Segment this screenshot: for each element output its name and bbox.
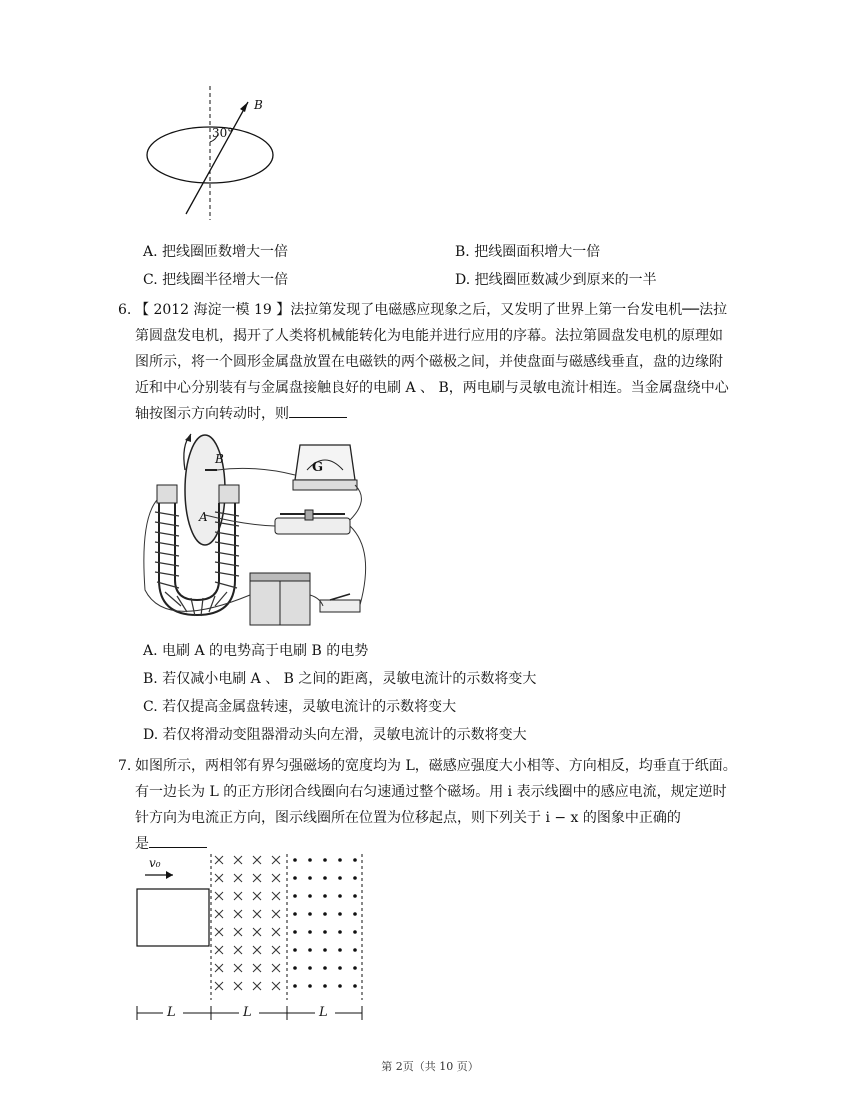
field-dot-marker bbox=[293, 912, 297, 916]
field-dot-marker bbox=[353, 876, 357, 880]
field-dot-marker bbox=[308, 876, 312, 880]
field-cross-marker bbox=[272, 910, 280, 918]
q6-line-1: 【 2012 海淀一模 19 】法拉第发现了电磁感应现象之后，又发明了世界上第一台发电机──法拉 bbox=[135, 302, 728, 318]
q7-answer-blank[interactable] bbox=[149, 833, 207, 848]
q7-v0-label: v₀ bbox=[149, 856, 161, 870]
q6-number: 6. bbox=[118, 302, 132, 318]
field-cross-marker bbox=[253, 856, 261, 864]
q6-line-4: 近和中心分别装有与金属盘接触良好的电刷 A 、 B，两电刷与灵敏电流计相连。当金属盘绕中心 bbox=[135, 380, 729, 396]
field-dot-marker bbox=[308, 912, 312, 916]
field-dot-marker bbox=[323, 912, 327, 916]
field-dot-marker bbox=[353, 984, 357, 988]
field-dot-marker bbox=[338, 948, 342, 952]
field-dot-marker bbox=[308, 858, 312, 862]
q6-brush-b-label: B bbox=[215, 452, 224, 466]
field-cross-marker bbox=[272, 946, 280, 954]
q5-option-a: A. 把线圈匝数增大一倍 bbox=[143, 244, 289, 260]
field-dot-marker bbox=[323, 876, 327, 880]
q5-option-c: C. 把线圈半径增大一倍 bbox=[143, 272, 289, 288]
field-cross-marker bbox=[234, 892, 242, 900]
field-dot-marker bbox=[338, 876, 342, 880]
q7-line-4-text: 是 bbox=[135, 836, 149, 852]
field-cross-marker bbox=[215, 946, 223, 954]
q6-brush-a-label: A bbox=[199, 510, 208, 524]
field-cross-marker bbox=[234, 964, 242, 972]
field-cross-marker bbox=[253, 964, 261, 972]
q7-figure bbox=[133, 852, 368, 1027]
q7-line-3: 针方向为电流正方向，图示线圈所在位置为位移起点，则下列关于 i − x 的图象中正确的 bbox=[135, 810, 681, 826]
field-cross-marker bbox=[253, 928, 261, 936]
field-dot-marker bbox=[353, 858, 357, 862]
field-cross-marker bbox=[215, 856, 223, 864]
field-cross-marker bbox=[234, 946, 242, 954]
q5-b-label: B bbox=[254, 98, 263, 112]
field-dot-marker bbox=[323, 984, 327, 988]
field-dot-marker bbox=[323, 930, 327, 934]
q6-line-2: 第圆盘发电机，揭开了人类将机械能转化为电能并进行应用的序幕。法拉第圆盘发电机的原理如 bbox=[135, 328, 723, 344]
page-footer: 第 2页（共 10 页） bbox=[381, 1060, 479, 1073]
field-cross-marker bbox=[272, 856, 280, 864]
field-dot-marker bbox=[293, 948, 297, 952]
field-cross-marker bbox=[234, 874, 242, 882]
q6-figure bbox=[135, 430, 380, 630]
field-cross-marker bbox=[234, 910, 242, 918]
q7-dim-label-1: L bbox=[167, 1005, 176, 1020]
q6-line-3: 图所示，将一个圆形金属盘放置在电磁铁的两个磁极之间，并使盘面与磁感线垂直，盘的边缘附 bbox=[135, 354, 723, 370]
q7-number: 7. bbox=[118, 758, 132, 774]
field-cross-marker bbox=[253, 892, 261, 900]
field-cross-marker bbox=[272, 982, 280, 990]
field-cross-marker bbox=[234, 856, 242, 864]
q5-figure bbox=[140, 82, 290, 222]
field-cross-marker bbox=[272, 874, 280, 882]
q6-answer-blank[interactable] bbox=[289, 403, 347, 418]
field-cross-marker bbox=[215, 910, 223, 918]
field-cross-marker bbox=[253, 982, 261, 990]
field-dot-marker bbox=[353, 912, 357, 916]
field-cross-marker bbox=[215, 874, 223, 882]
q7-dim-label-2: L bbox=[243, 1005, 252, 1020]
field-dot-marker bbox=[308, 966, 312, 970]
q6-line-5-text: 轴按图示方向转动时，则 bbox=[135, 406, 289, 422]
q7-dim-label-3: L bbox=[319, 1005, 328, 1020]
field-dot-marker bbox=[293, 984, 297, 988]
q6-line-5 bbox=[135, 401, 347, 427]
field-dot-marker bbox=[338, 912, 342, 916]
field-cross-marker bbox=[253, 874, 261, 882]
field-dot-marker bbox=[293, 966, 297, 970]
field-dot-marker bbox=[293, 930, 297, 934]
field-cross-marker bbox=[272, 892, 280, 900]
field-dot-marker bbox=[308, 930, 312, 934]
q5-angle-label: 30° bbox=[212, 126, 234, 140]
q6-option-c: C. 若仅提高金属盘转速，灵敏电流计的示数将变大 bbox=[143, 699, 457, 715]
field-dot-marker bbox=[323, 858, 327, 862]
field-dot-marker bbox=[338, 894, 342, 898]
field-cross-marker bbox=[234, 982, 242, 990]
field-dot-marker bbox=[353, 894, 357, 898]
q6-option-d: D. 若仅将滑动变阻器滑动头向左滑，灵敏电流计的示数将变大 bbox=[143, 727, 527, 743]
q7-line-2: 有一边长为 L 的正方形闭合线圈向右匀速通过整个磁场。用 i 表示线圈中的感应电流，规定逆时 bbox=[135, 784, 727, 800]
field-cross-marker bbox=[253, 910, 261, 918]
field-dot-marker bbox=[353, 966, 357, 970]
q6-option-b: B. 若仅减小电刷 A 、 B 之间的距离，灵敏电流计的示数将变大 bbox=[143, 671, 537, 687]
field-dot-marker bbox=[353, 930, 357, 934]
field-cross-marker bbox=[272, 964, 280, 972]
field-dot-marker bbox=[338, 984, 342, 988]
field-dot-marker bbox=[323, 894, 327, 898]
q7-line-1: 如图所示，两相邻有界匀强磁场的宽度均为 L，磁感应强度大小相等、方向相反，均垂直于纸面。 bbox=[135, 758, 737, 774]
field-cross-marker bbox=[215, 892, 223, 900]
field-dot-marker bbox=[308, 948, 312, 952]
field-dot-marker bbox=[293, 876, 297, 880]
field-dot-marker bbox=[338, 858, 342, 862]
field-dot-marker bbox=[353, 948, 357, 952]
field-cross-marker bbox=[234, 928, 242, 936]
q6-option-a: A. 电刷 A 的电势高于电刷 B 的电势 bbox=[143, 643, 369, 659]
field-dot-marker bbox=[293, 858, 297, 862]
field-cross-marker bbox=[253, 946, 261, 954]
field-dot-marker bbox=[308, 894, 312, 898]
q5-option-b: B. 把线圈面积增大一倍 bbox=[455, 244, 601, 260]
q6-galvanometer-label: G bbox=[312, 460, 324, 475]
field-cross-marker bbox=[215, 982, 223, 990]
field-dot-marker bbox=[308, 984, 312, 988]
field-cross-marker bbox=[215, 964, 223, 972]
q5-option-d: D. 把线圈匝数减少到原来的一半 bbox=[455, 272, 657, 288]
field-cross-marker bbox=[215, 928, 223, 936]
field-dot-marker bbox=[338, 930, 342, 934]
field-dot-marker bbox=[293, 894, 297, 898]
field-dot-marker bbox=[338, 966, 342, 970]
field-dot-marker bbox=[323, 966, 327, 970]
field-dot-marker bbox=[323, 948, 327, 952]
field-cross-marker bbox=[272, 928, 280, 936]
